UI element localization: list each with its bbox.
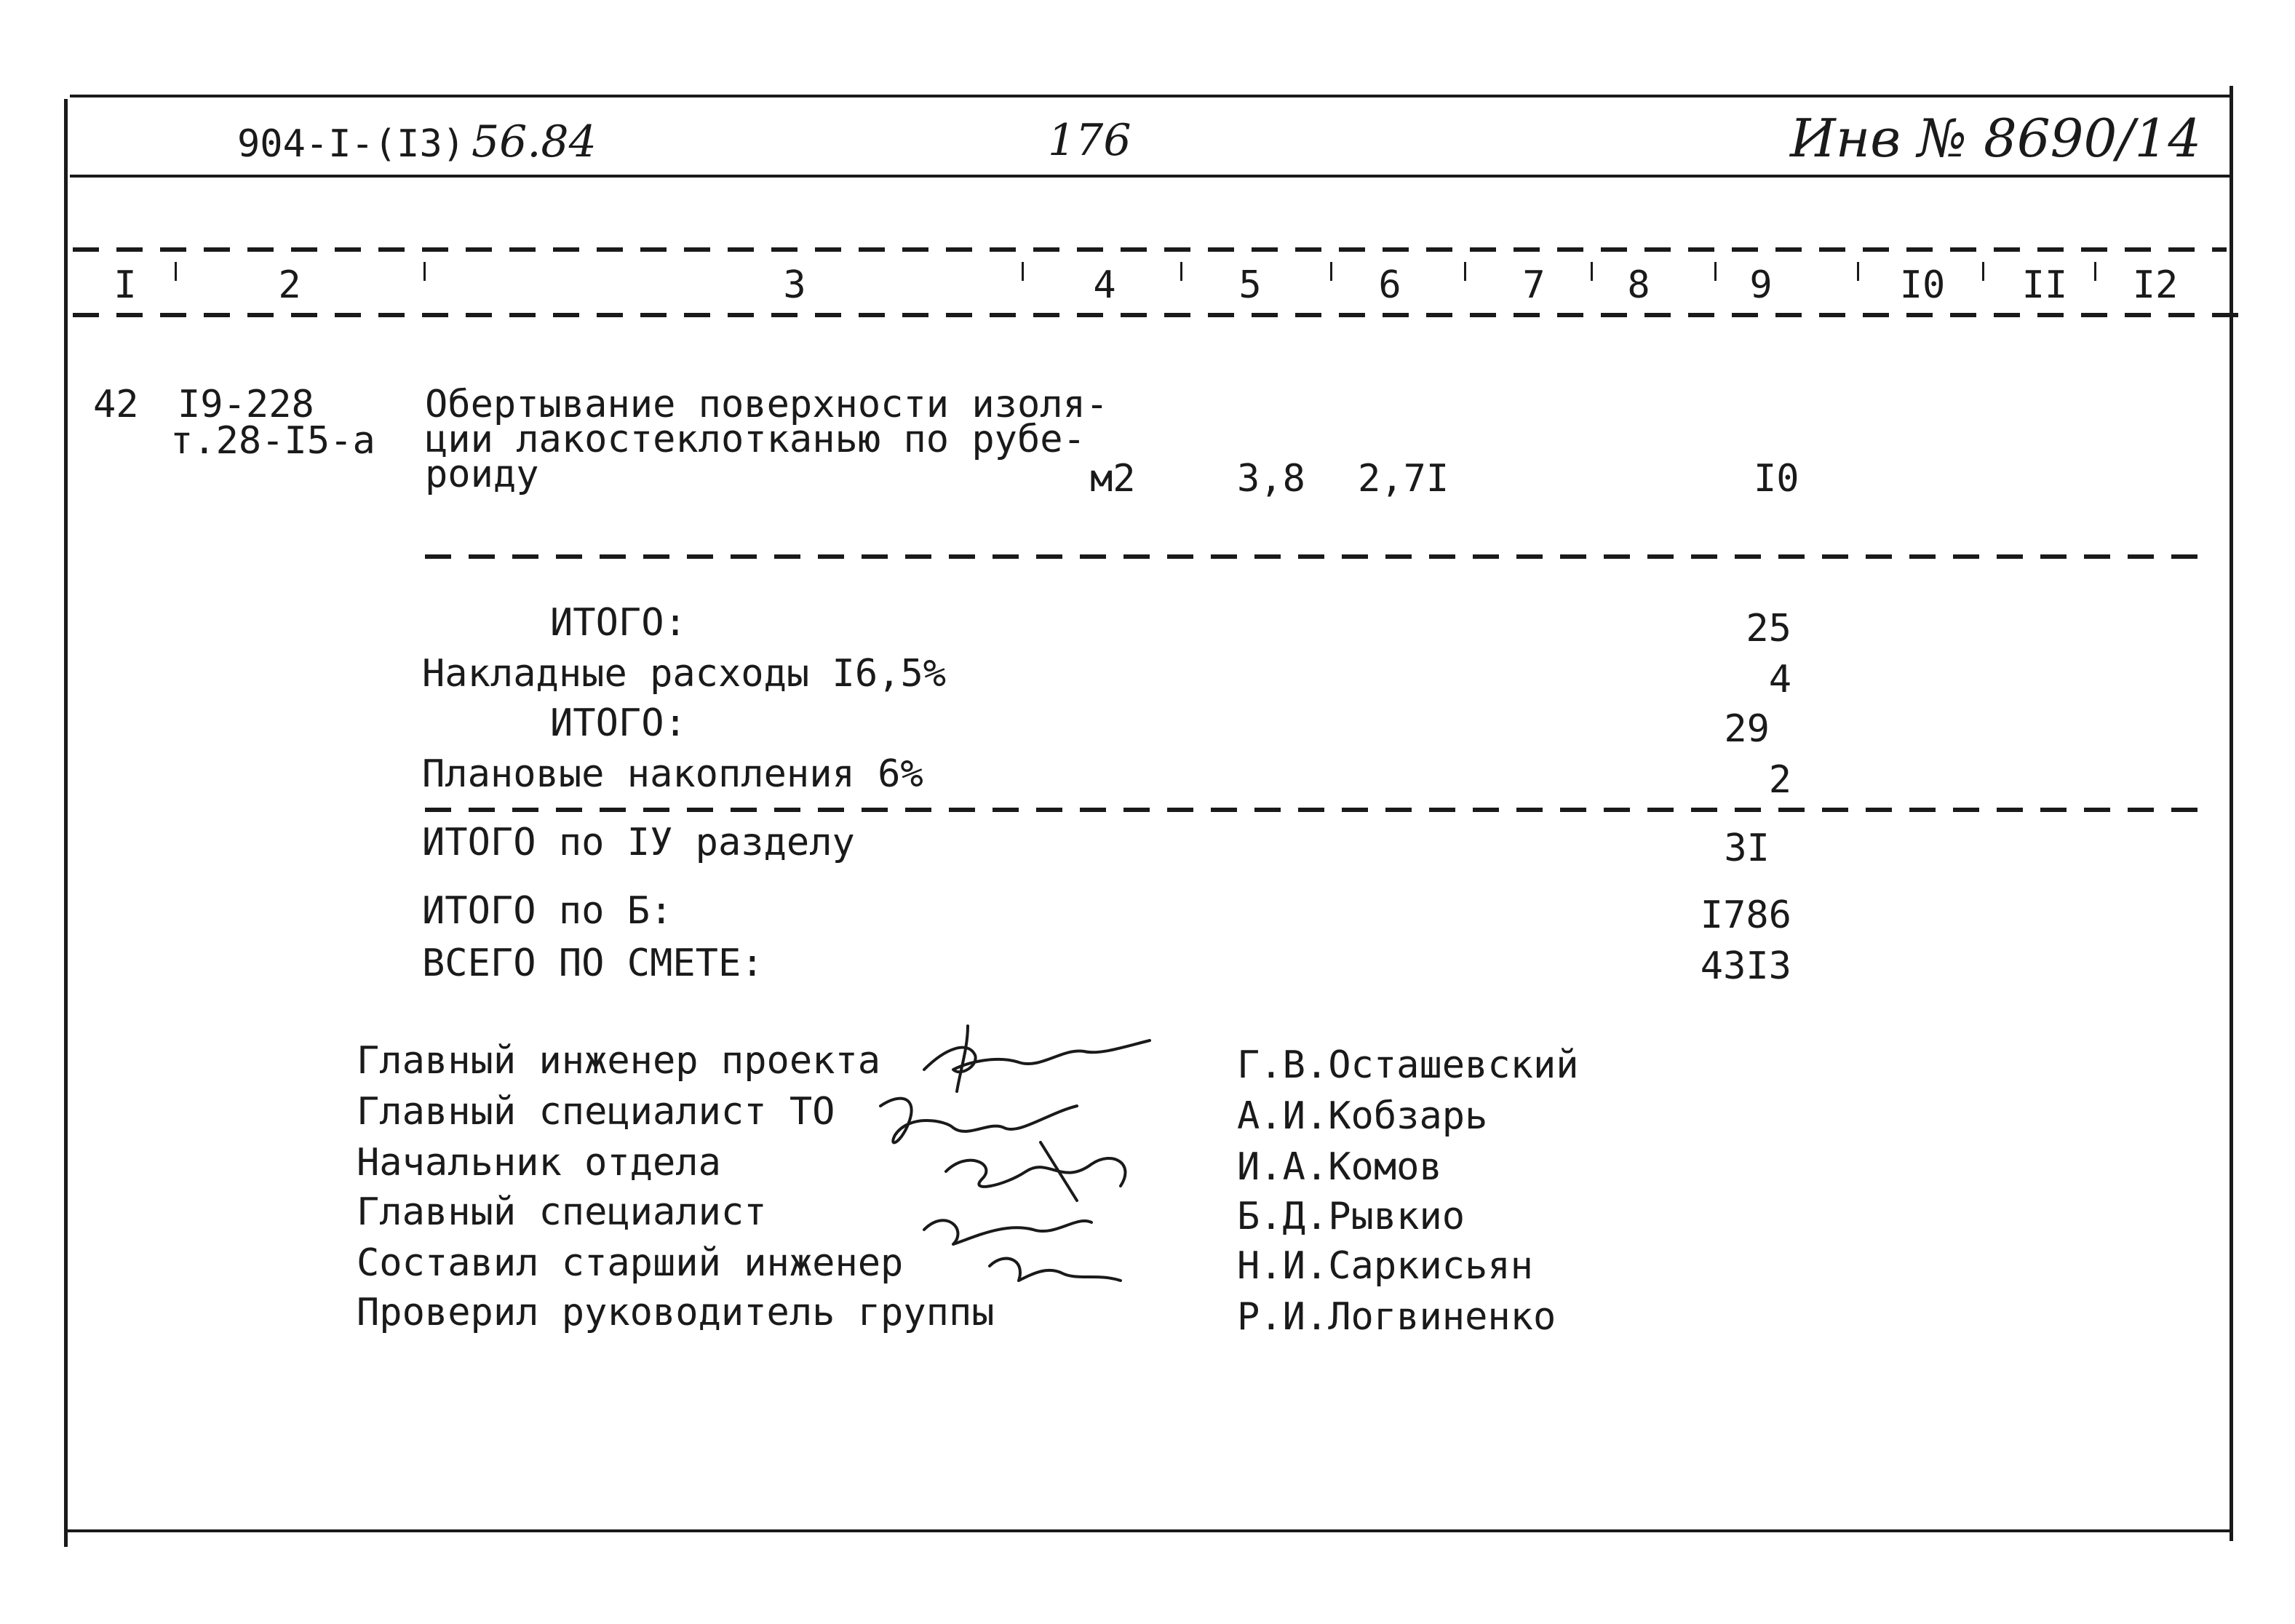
summary-label: ВСЕГО ПО СМЕТЕ: — [422, 942, 764, 985]
summary-label: Накладные расходы I6,5% — [422, 652, 947, 696]
summary-value: 43I3 — [1700, 944, 1791, 988]
column-separator — [1982, 262, 1984, 281]
signature-role: Главный инженер проекта — [357, 1039, 881, 1083]
signature-role: Начальник отдела — [357, 1141, 721, 1185]
column-number: I0 — [1899, 263, 1946, 307]
column-number: 6 — [1378, 263, 1401, 307]
column-separator — [1714, 262, 1717, 281]
column-separator — [1464, 262, 1466, 281]
summary-separator-dash — [425, 808, 2215, 812]
signatory-name: Б.Д.Рывкио — [1237, 1195, 1465, 1238]
frame-top-border — [70, 95, 2232, 97]
row-unit-price: 2,7I — [1358, 457, 1449, 501]
inventory-number: Инв № 8690/14 — [1790, 108, 2202, 169]
signature-stroke — [880, 1099, 1077, 1143]
signatory-name: Н.И.Саркисьян — [1237, 1244, 1533, 1288]
frame-right-border — [2230, 86, 2233, 1541]
signatory-name: А.И.Кобзарь — [1237, 1094, 1488, 1138]
summary-label: ИТОГО по Б: — [422, 889, 673, 933]
column-separator — [175, 262, 177, 281]
column-separator — [2094, 262, 2096, 281]
signature-stroke — [924, 1040, 1150, 1072]
handwritten-signatures — [859, 1019, 1179, 1324]
column-header-top-dash — [73, 247, 2227, 252]
summary-value: 2 — [1768, 758, 1791, 802]
frame-left-border — [64, 99, 68, 1547]
column-number: 3 — [783, 263, 806, 307]
column-separator — [1591, 262, 1593, 281]
column-number: 5 — [1238, 263, 1262, 307]
summary-value: 3I — [1724, 827, 1770, 870]
summary-label: ИТОГО: — [550, 601, 687, 645]
column-number: I — [114, 263, 137, 307]
row-description-line: роиду — [425, 453, 539, 496]
column-number: 2 — [278, 263, 301, 307]
row-number: 42 — [93, 383, 139, 426]
summary-value: 4 — [1768, 658, 1791, 701]
row-total: I0 — [1754, 457, 1799, 501]
row-unit: м2 — [1090, 457, 1136, 501]
column-number: II — [2021, 263, 2068, 307]
column-separator — [1330, 262, 1332, 281]
column-header-bottom-dash — [73, 313, 2248, 317]
column-number: 4 — [1093, 263, 1116, 307]
column-separator — [1180, 262, 1182, 281]
summary-label: Плановые накопления 6% — [422, 752, 923, 796]
column-number: 9 — [1749, 263, 1773, 307]
row-code-line: т.28-I5-а — [170, 419, 375, 463]
signature-role: Главный специалист — [357, 1190, 767, 1234]
signature-role: Главный специалист ТО — [357, 1090, 835, 1134]
row-quantity: 3,8 — [1237, 457, 1305, 501]
summary-value: 25 — [1746, 607, 1791, 650]
column-number: I2 — [2132, 263, 2179, 307]
summary-value: I786 — [1700, 893, 1791, 937]
column-number: 7 — [1522, 263, 1546, 307]
signature-stroke — [946, 1158, 1125, 1187]
page-number: 176 — [1048, 115, 1131, 166]
column-separator — [1022, 262, 1024, 281]
signature-stroke — [957, 1026, 968, 1091]
doc-code-handwritten: 56.84 — [472, 116, 597, 167]
signature-stroke — [990, 1259, 1121, 1281]
frame-bottom-border — [65, 1529, 2232, 1532]
summary-value: 29 — [1724, 707, 1770, 751]
column-separator — [423, 262, 426, 281]
column-number: 8 — [1627, 263, 1650, 307]
signature-role: Составил старший инженер — [357, 1241, 904, 1285]
summary-label: ИТОГО по IУ разделу — [422, 821, 855, 864]
signature-role: Проверил руководитель группы — [357, 1291, 995, 1334]
doc-code: 904-I-(I3) — [237, 122, 466, 166]
signatory-name: Г.В.Осташевский — [1237, 1043, 1579, 1087]
signatory-name: Р.И.Логвиненко — [1237, 1295, 1556, 1339]
row-description-line: Обертывание поверхности изоля- — [425, 383, 1109, 426]
row-separator-dash — [425, 554, 2215, 559]
summary-label: ИТОГО: — [550, 701, 687, 745]
signatory-name: И.А.Комов — [1237, 1145, 1442, 1189]
column-separator — [1857, 262, 1859, 281]
signature-stroke — [924, 1220, 1091, 1244]
header-divider — [70, 175, 2232, 178]
row-description-line: ции лакостеклотканью по рубе- — [425, 418, 1086, 461]
row-code-line: I9-228 — [178, 383, 314, 426]
